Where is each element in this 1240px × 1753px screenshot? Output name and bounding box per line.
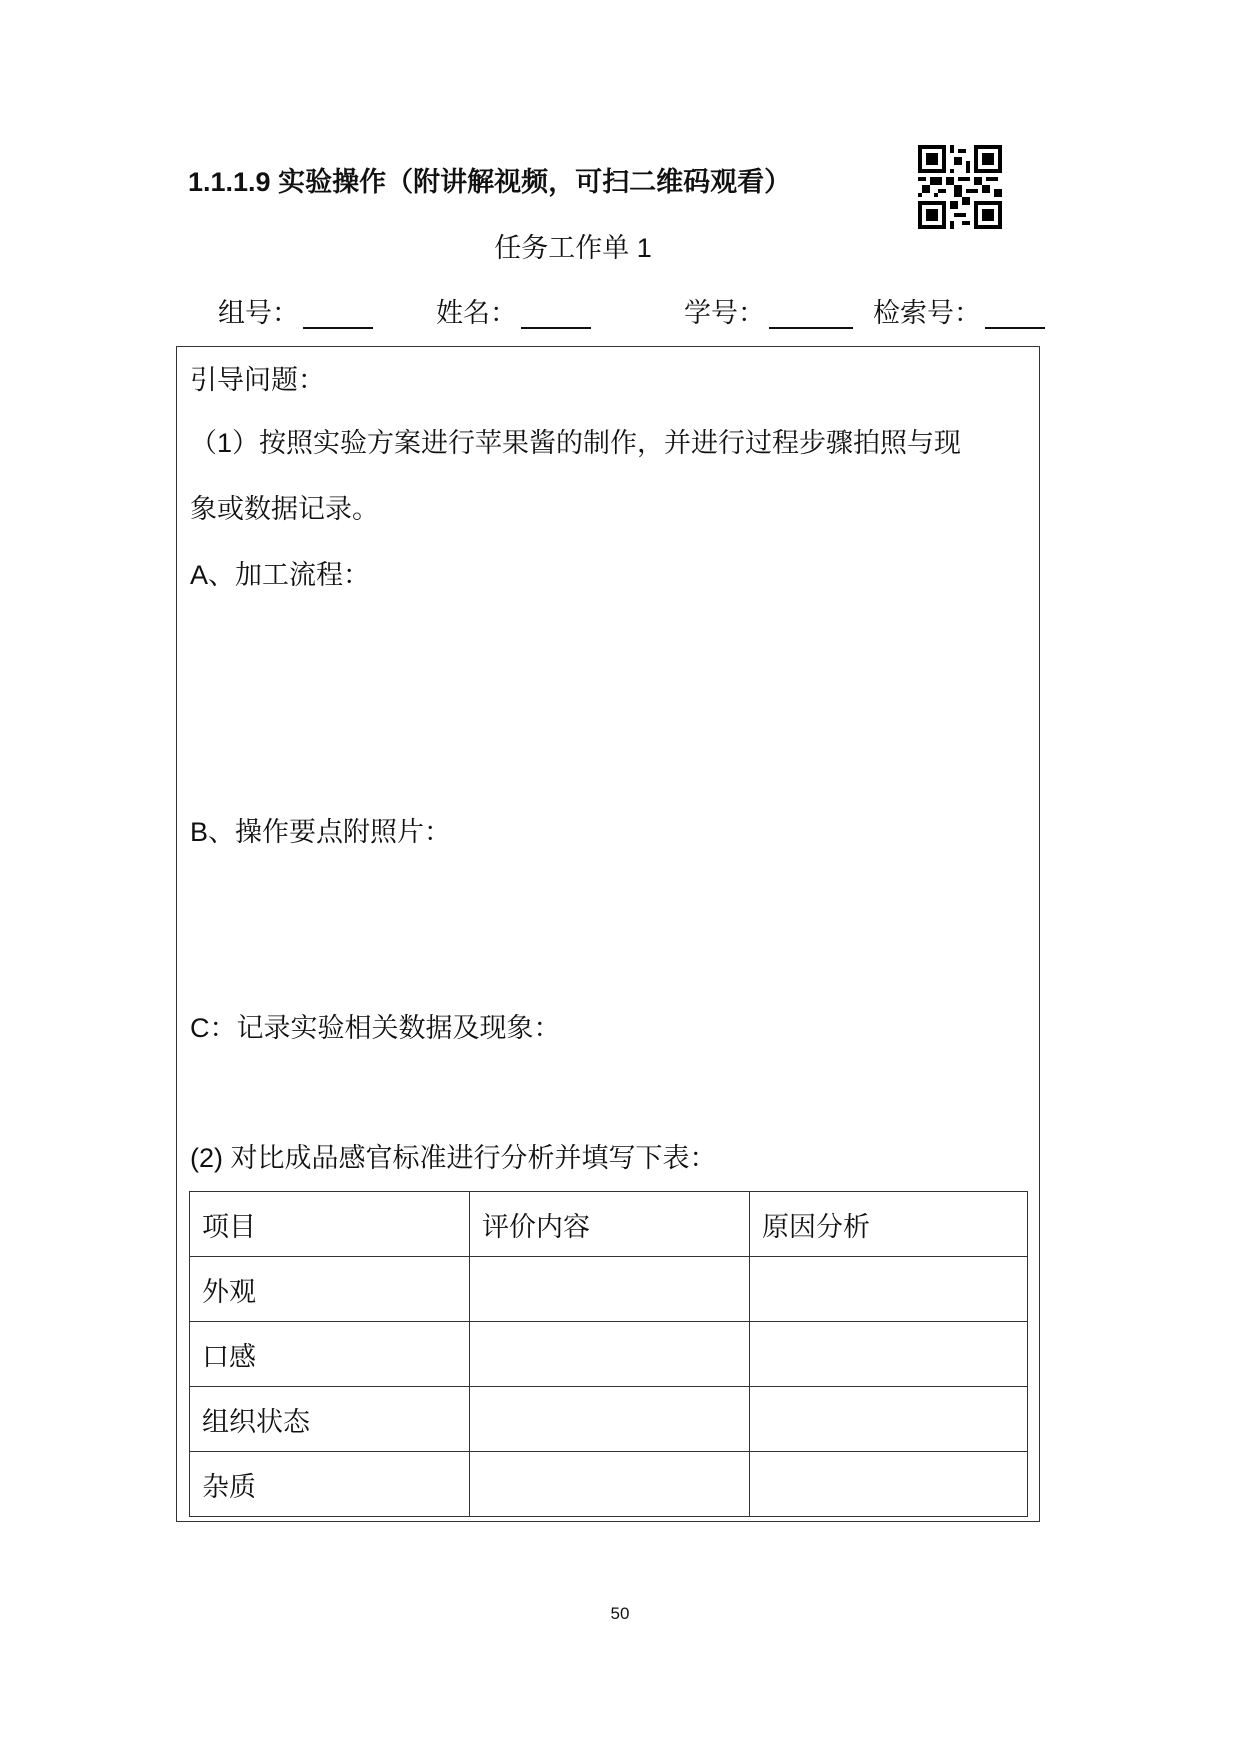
analysis-cell[interactable]: [750, 1452, 1028, 1517]
header-item: 项目: [190, 1192, 470, 1257]
search-number-label: 检索号：: [873, 298, 981, 328]
row-label: 口感: [190, 1322, 470, 1387]
group-number-field[interactable]: [218, 297, 373, 329]
question-2: (2) 对比成品感官标准进行分析并填写下表：: [190, 1143, 717, 1173]
guide-heading: 引导问题：: [190, 365, 325, 395]
header-cause-analysis: 原因分析: [750, 1192, 1028, 1257]
student-id-blank[interactable]: [769, 301, 853, 329]
sensory-evaluation-table: [189, 1191, 1028, 1517]
student-id-label: 学号：: [684, 298, 765, 328]
row-label: 外观: [190, 1257, 470, 1322]
evaluation-cell[interactable]: [470, 1322, 750, 1387]
analysis-cell[interactable]: [750, 1257, 1028, 1322]
analysis-cell[interactable]: [750, 1322, 1028, 1387]
table-row: [190, 1257, 1028, 1322]
row-label: 组织状态: [190, 1387, 470, 1452]
evaluation-cell[interactable]: [470, 1257, 750, 1322]
search-number-blank[interactable]: [985, 301, 1045, 329]
name-field[interactable]: [436, 297, 591, 329]
part-b-label: B、操作要点附照片：: [190, 817, 452, 847]
name-blank[interactable]: [521, 301, 591, 329]
header-evaluation: 评价内容: [470, 1192, 750, 1257]
name-label: 姓名：: [436, 298, 517, 328]
group-number-blank[interactable]: [303, 301, 373, 329]
table-header-row: [190, 1192, 1028, 1257]
table-row: [190, 1322, 1028, 1387]
question-1-line-2: 象或数据记录。: [190, 494, 379, 524]
evaluation-cell[interactable]: [470, 1452, 750, 1517]
group-number-label: 组号：: [218, 298, 299, 328]
section-title: 1.1.1.9 实验操作（附讲解视频，可扫二维码观看）: [188, 167, 792, 197]
sheet-title: 任务工作单 1: [494, 233, 652, 263]
page-number: 50: [610, 1604, 630, 1623]
part-a-label: A、加工流程：: [190, 560, 371, 590]
question-1-line-1: （1）按照实验方案进行苹果酱的制作，并进行过程步骤拍照与现: [190, 428, 962, 458]
qr-code-icon: [918, 145, 1002, 229]
part-c-label: C：记录实验相关数据及现象：: [190, 1013, 561, 1043]
evaluation-cell[interactable]: [470, 1387, 750, 1452]
row-label: 杂质: [190, 1452, 470, 1517]
table-row: [190, 1387, 1028, 1452]
search-number-field[interactable]: [873, 297, 1045, 329]
analysis-cell[interactable]: [750, 1387, 1028, 1452]
table-row: [190, 1452, 1028, 1517]
student-id-field[interactable]: [684, 297, 853, 329]
